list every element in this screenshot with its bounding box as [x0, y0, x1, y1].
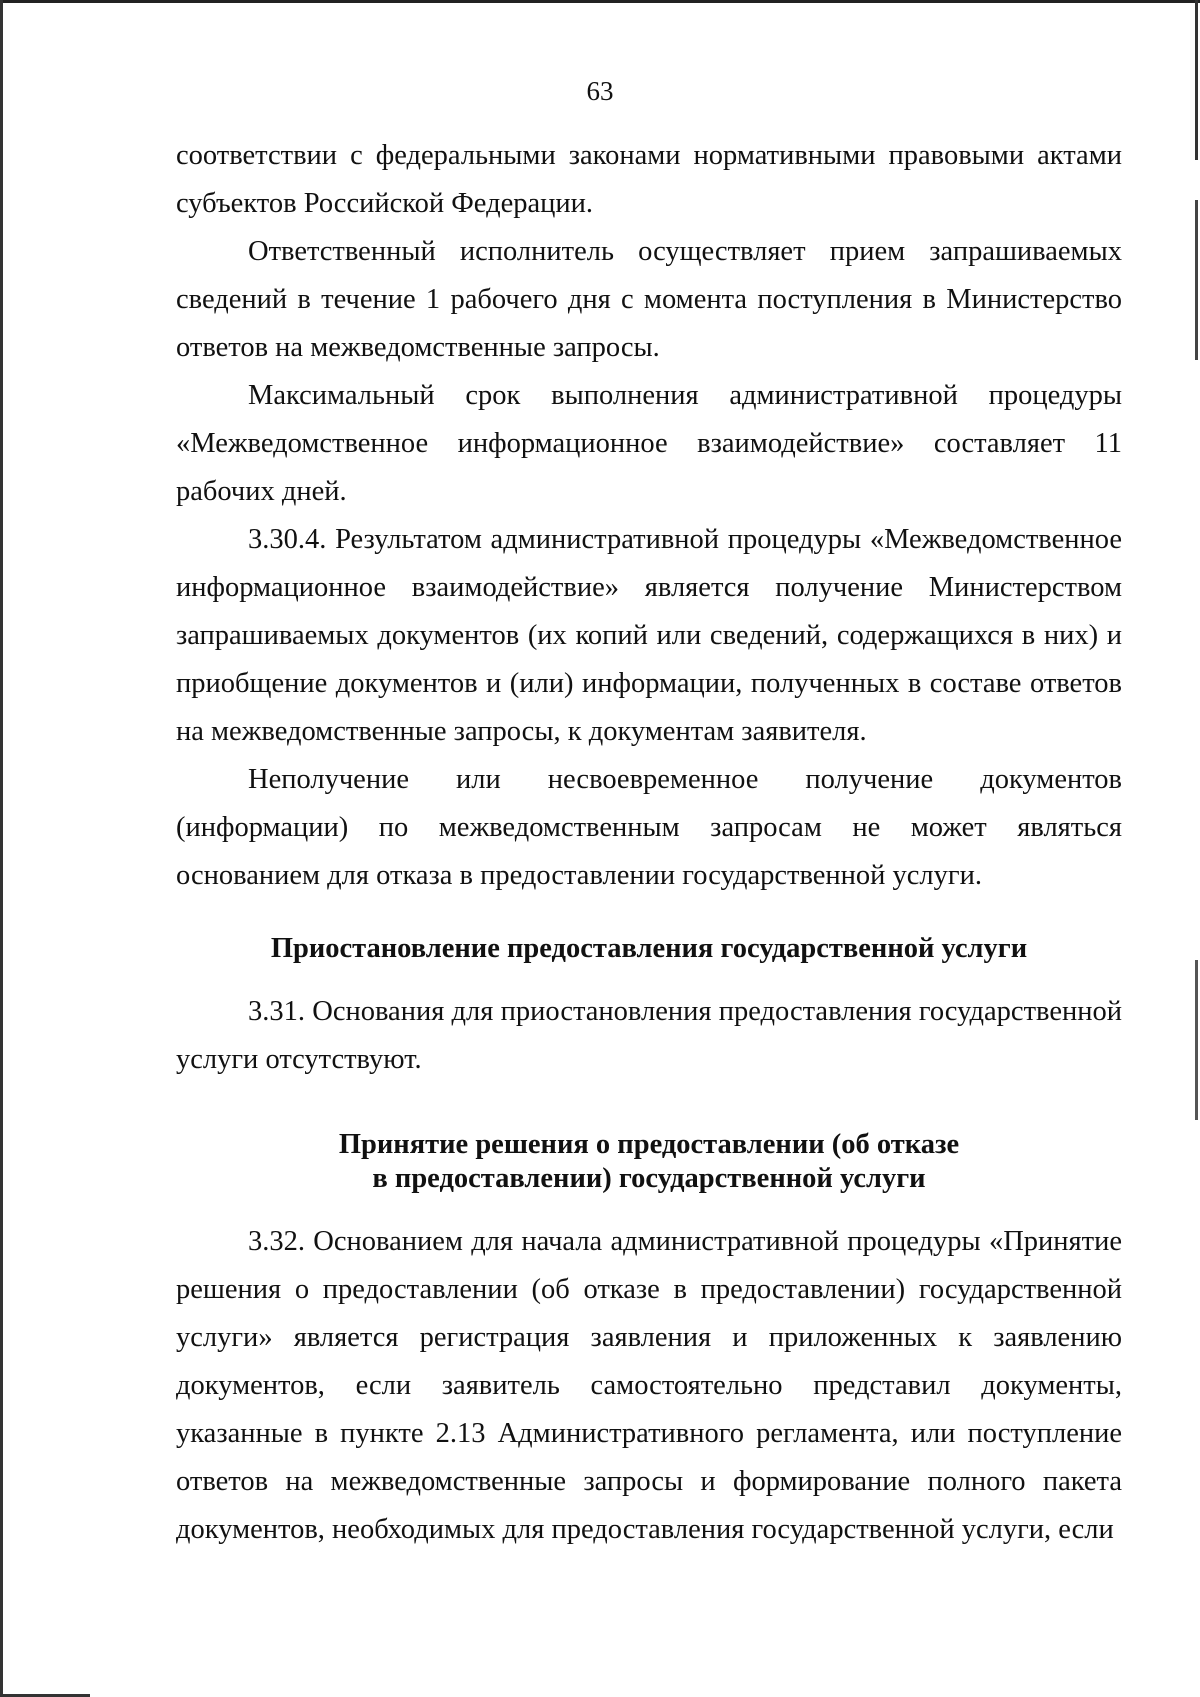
paragraph-3-32: 3.32. Основанием для начала административной процедуры «Принятие решения о предоставлении (об отказе в предоставлении) государственной услуги» является регистрация заявления и приложенных к заявлению документов, если заявитель самостоятельно представил документы, указанные в пункте 2.13 Административного регламента, или поступление ответов на межведомственные запросы и формирование полного пакета документов, необходимых для предоставления государственной услуги, если: [176, 1226, 1122, 1545]
scan-edge-left: [0, 0, 3, 1697]
section-heading-decision-line2: в предоставлении) государственной услуги: [372, 1163, 926, 1194]
section-heading-decision: [176, 1128, 1122, 1196]
document-body: [176, 132, 1122, 1554]
paragraph-3-30-4: 3.30.4. Результатом административной процедуры «Межведомственное информационное взаимодействие» является получение Министерством запрашиваемых документов (их копий или сведений, содержащихся в них) и приобщение документов и (или) информации, полученных в составе ответов на межведомственные запросы, к документам заявителя.: [176, 524, 1122, 747]
paragraph-3-31: 3.31. Основания для приостановления предоставления государственной услуги отсутствуют.: [176, 996, 1122, 1075]
scan-edge-top: [0, 0, 1200, 3]
scan-edge-right: [1195, 0, 1198, 1697]
section-heading-suspension: Приостановление предоставления государственной услуги: [270, 933, 1028, 964]
paragraph-non-receipt: Неполучение или несвоевременное получение документов (информации) по межведомственным запросам не может являться основанием для отказа в предоставлении государственной услуги.: [176, 764, 1122, 891]
page-number: 63: [586, 76, 614, 106]
paragraph-continuation: соответствии с федеральными законами нормативными правовыми актами субъектов Российской Федерации.: [176, 140, 1122, 219]
paragraph-max-term: Максимальный срок выполнения административной процедуры «Межведомственное информационное взаимодействие» составляет 11 рабочих дней.: [176, 380, 1122, 507]
paragraph-responsible-executor: Ответственный исполнитель осуществляет прием запрашиваемых сведений в течение 1 рабочего дня с момента поступления в Министерство ответов на межведомственные запросы.: [176, 236, 1122, 363]
section-heading-decision-line1: Принятие решения о предоставлении (об отказе: [338, 1129, 960, 1160]
